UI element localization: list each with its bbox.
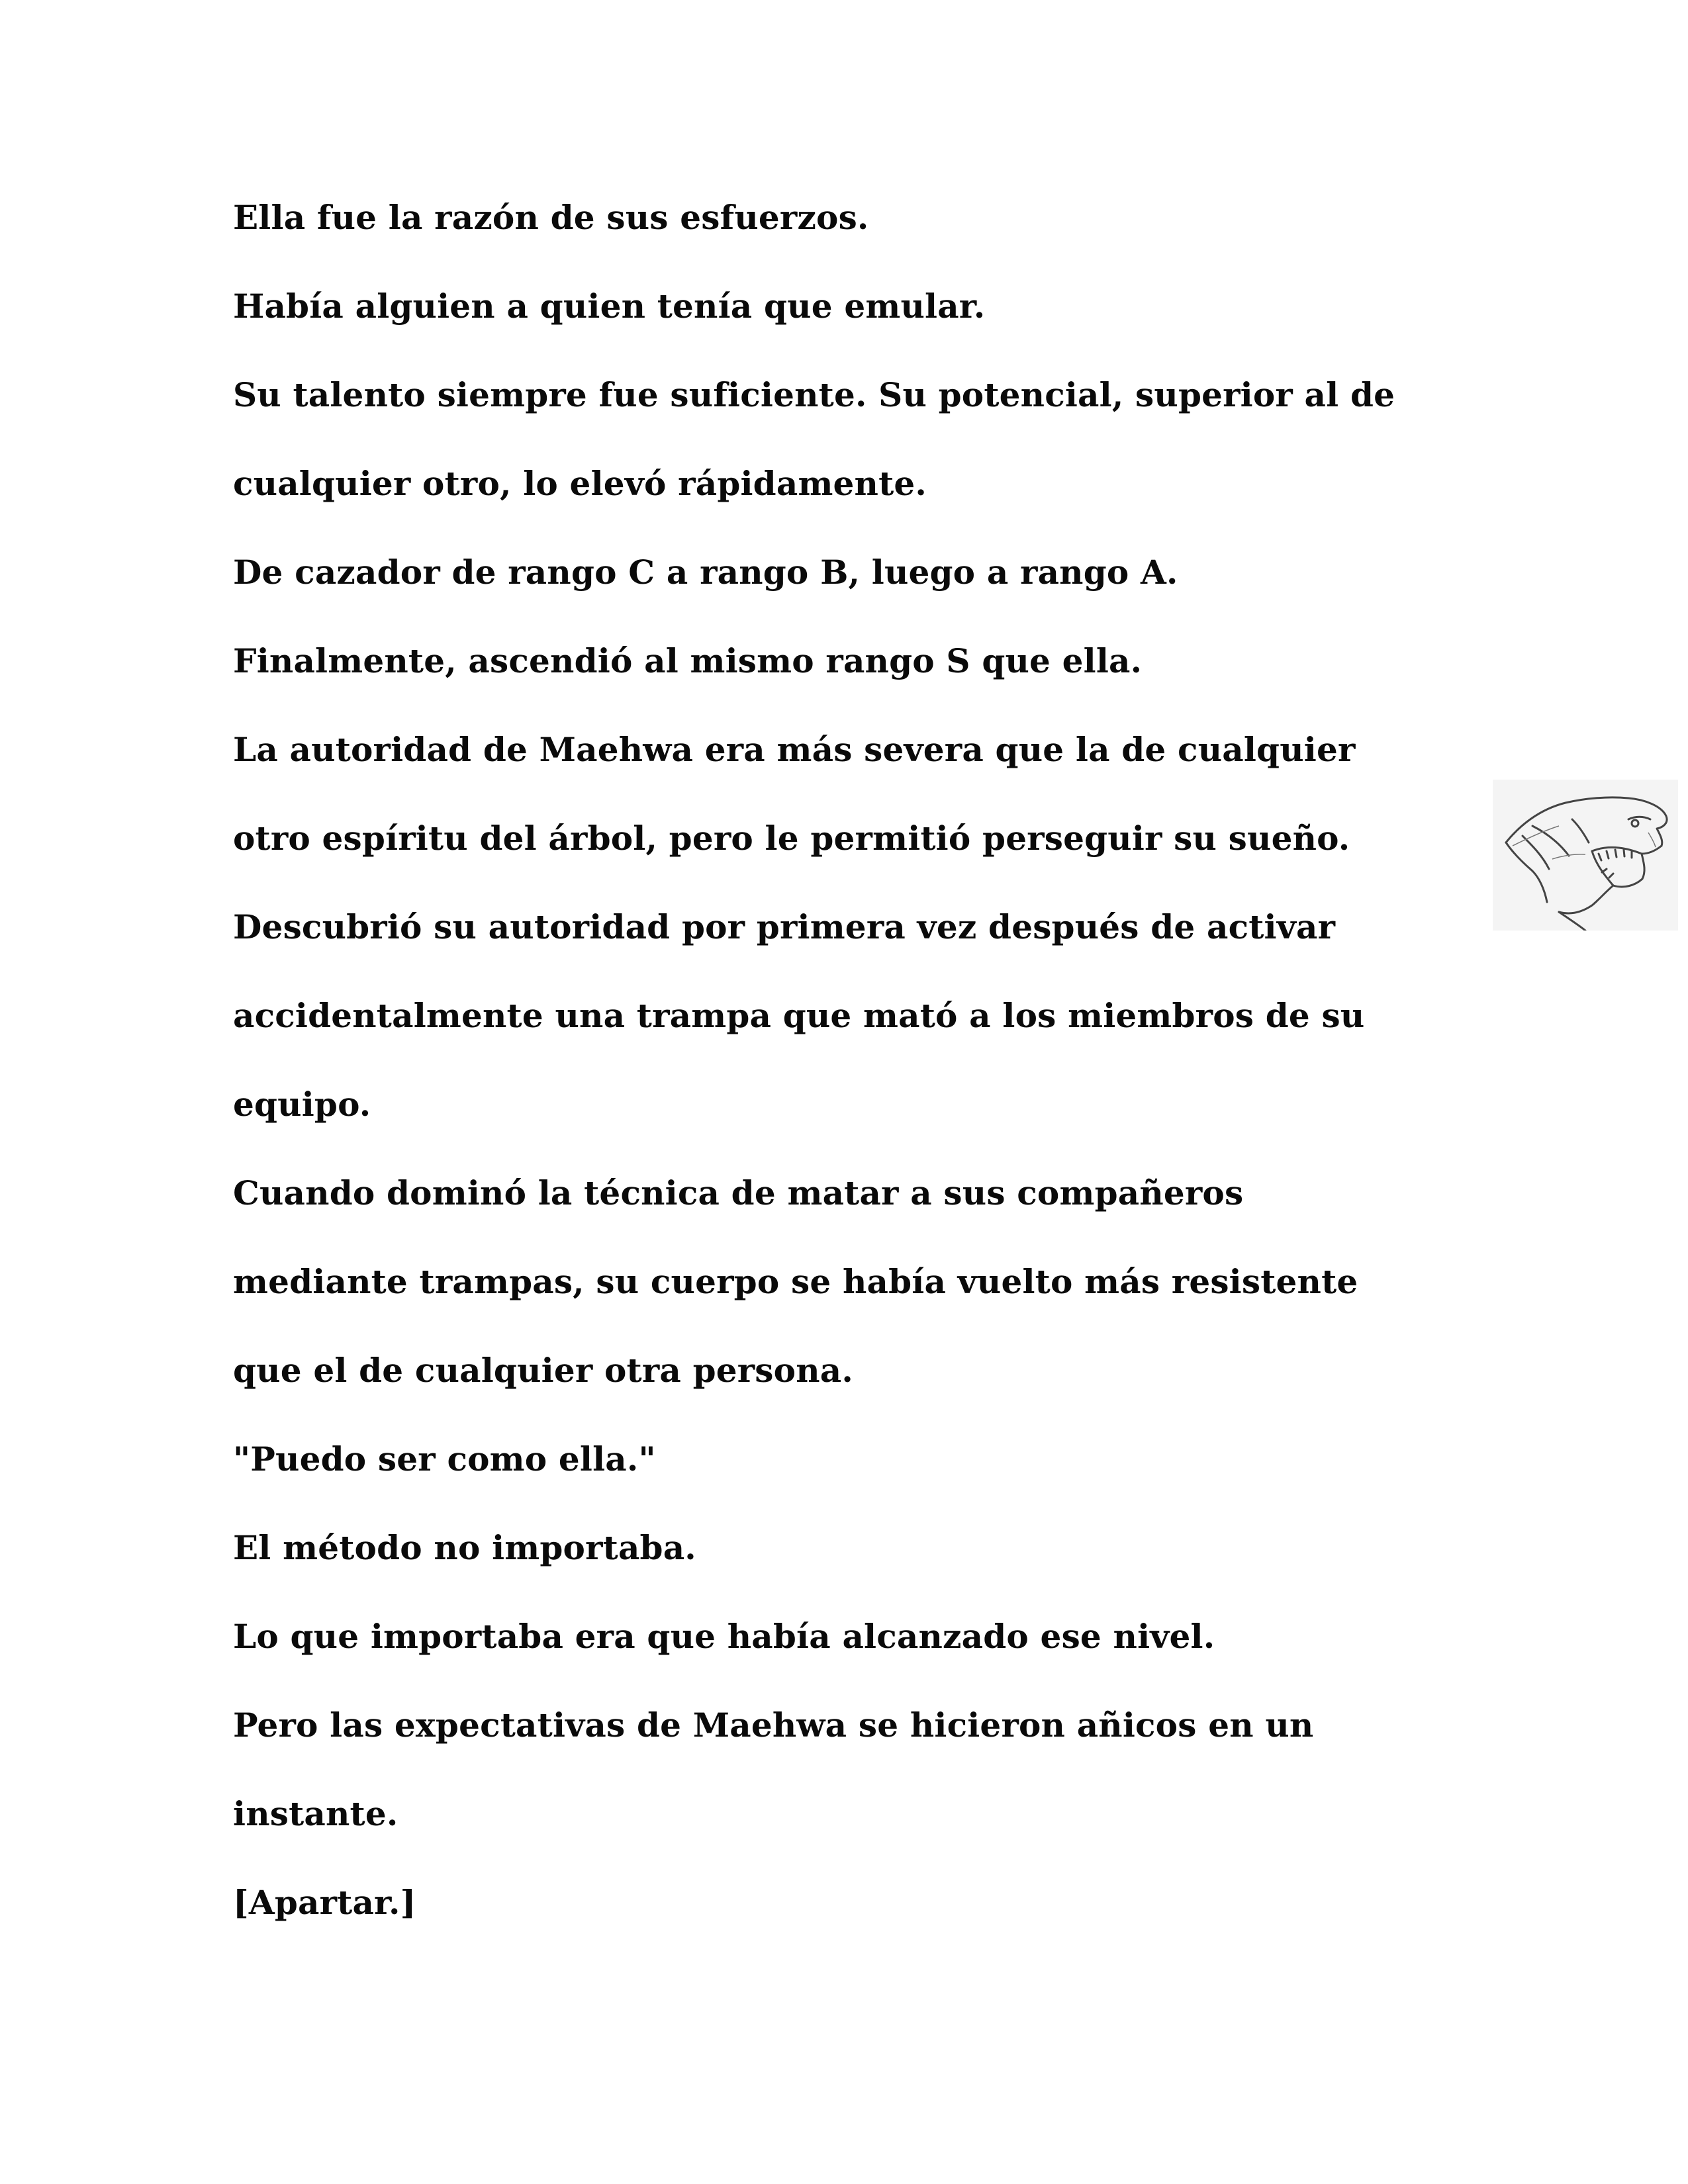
text-line: De cazador de rango C a rango B, luego a rango A. (233, 553, 1178, 592)
text-line: Ella fue la razón de sus esfuerzos. (233, 198, 869, 237)
dinosaur-head-sketch-icon (1493, 780, 1678, 931)
text-line: Finalmente, ascendió al mismo rango S que ella. (233, 641, 1143, 680)
text-line: accidentalmente una trampa que mató a los miembros de su (233, 996, 1365, 1035)
text-line: instante. (233, 1794, 399, 1833)
text-line: "Puedo ser como ella." (233, 1439, 656, 1479)
text-line: otro espíritu del árbol, pero le permitió perseguir su sueño. (233, 819, 1350, 858)
body-text (233, 187, 1491, 1961)
text-line: Había alguien a quien tenía que emular. (233, 287, 986, 326)
text-line: equipo. (233, 1085, 371, 1124)
text-line: mediante trampas, su cuerpo se había vuelto más resistente (233, 1262, 1358, 1301)
text-line: [Apartar.] (233, 1883, 416, 1922)
text-line: Descubrió su autoridad por primera vez después de activar (233, 907, 1336, 946)
text-line: que el de cualquier otra persona. (233, 1351, 853, 1390)
text-line: Pero las expectativas de Maehwa se hicieron añicos en un (233, 1706, 1314, 1745)
text-line: Lo que importaba era que había alcanzado ese nivel. (233, 1617, 1215, 1656)
text-line: Cuando dominó la técnica de matar a sus compañeros (233, 1173, 1244, 1212)
text-line: Su talento siempre fue suficiente. Su potencial, superior al de (233, 375, 1395, 414)
text-line: El método no importaba. (233, 1528, 696, 1567)
text-line: cualquier otro, lo elevó rápidamente. (233, 464, 927, 503)
text-line: La autoridad de Maehwa era más severa que la de cualquier (233, 730, 1356, 769)
